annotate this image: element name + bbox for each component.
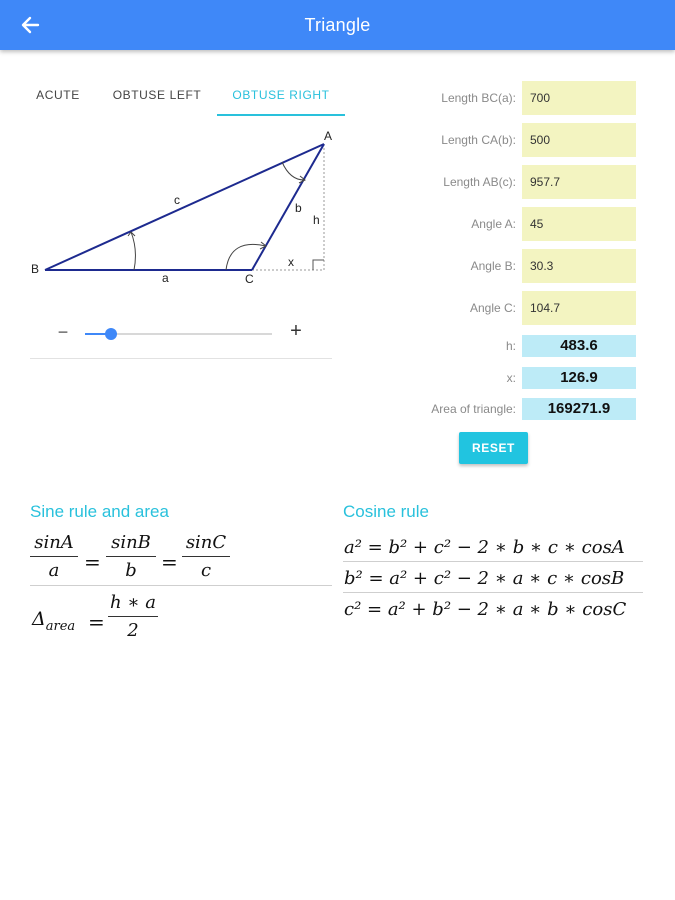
fraction-numerator: sinB: [111, 532, 151, 553]
area-delta: [32, 608, 75, 634]
delta-symbol: Δ: [32, 608, 46, 630]
divider: [343, 561, 643, 562]
slider-increase-button[interactable]: +: [290, 320, 302, 342]
triangle-diagram: [28, 128, 338, 288]
fraction-area: [108, 592, 158, 641]
field-angle-a: [400, 207, 640, 241]
cosine-rule-b: b² = a² + c² − 2 ∗ a ∗ c ∗ cosB: [344, 568, 625, 589]
fraction-numerator: h ∗ a: [110, 592, 157, 613]
fraction-numerator: sinC: [185, 532, 227, 553]
field-angle-b: [400, 249, 640, 283]
fraction-sin-c: [182, 532, 230, 581]
output-area: [400, 398, 640, 420]
fraction-bar: [30, 556, 78, 557]
tab-obtuse-left[interactable]: OBTUSE LEFT: [112, 88, 202, 102]
side-a-label: a: [162, 271, 169, 285]
length-ca-input[interactable]: [522, 123, 636, 157]
divider: [30, 585, 332, 586]
field-label: Angle C:: [469, 301, 516, 315]
field-label: Angle A:: [471, 217, 516, 231]
app-bar: [0, 0, 675, 50]
sine-rule-title: Sine rule and area: [30, 502, 169, 521]
fraction-bar: [108, 616, 158, 617]
angle-a-arc: [282, 162, 304, 180]
active-tab-indicator: [217, 114, 345, 116]
area-subscript: area: [45, 618, 76, 634]
field-length-ca: [400, 123, 640, 157]
extension-value: 126.9: [522, 367, 636, 389]
field-label: Length AB(c):: [443, 175, 516, 189]
cosine-rule-c: c² = a² + b² − 2 ∗ a ∗ b ∗ cosC: [344, 599, 627, 620]
field-length-ab: [400, 165, 640, 199]
cosine-rule-a: a² = b² + c² − 2 ∗ b ∗ c ∗ cosA: [344, 537, 625, 558]
slider-decrease-button[interactable]: −: [57, 322, 69, 342]
fraction-bar: [182, 556, 230, 557]
vertex-c-label: C: [245, 272, 254, 286]
fraction-denominator: b: [125, 560, 137, 581]
output-label: Area of triangle:: [431, 402, 516, 416]
length-ab-input[interactable]: [522, 165, 636, 199]
height-value: 483.6: [522, 335, 636, 357]
divider: [343, 592, 643, 593]
vertex-a-label: A: [324, 129, 333, 143]
fraction-sin-a: [30, 532, 78, 581]
fraction-denominator: c: [200, 560, 212, 581]
output-extension: [400, 367, 640, 389]
reset-button[interactable]: RESET: [459, 432, 528, 464]
triangle-type-tabs: [30, 78, 335, 116]
cosine-rule-title: Cosine rule: [343, 502, 429, 521]
shape-slider: [55, 322, 305, 346]
page-title: Triangle: [304, 15, 371, 35]
angle-b-input[interactable]: [522, 249, 636, 283]
slider-track[interactable]: [85, 333, 272, 335]
vertex-b-label: B: [31, 262, 40, 276]
field-angle-c: [400, 291, 640, 325]
slider-thumb[interactable]: [105, 328, 117, 340]
angle-a-input[interactable]: [522, 207, 636, 241]
fraction-sin-b: [106, 532, 156, 581]
fraction-denominator: 2: [127, 620, 139, 641]
side-b-line: [252, 144, 324, 270]
output-height: [400, 335, 640, 357]
fraction-bar: [106, 556, 156, 557]
area-value: 169271.9: [522, 398, 636, 420]
equals-sign: =: [84, 550, 101, 574]
side-c-label: c: [174, 193, 180, 207]
output-label: x:: [506, 371, 516, 385]
extension-label: x: [288, 255, 294, 269]
fraction-denominator: a: [48, 560, 60, 581]
field-label: Angle B:: [470, 259, 516, 273]
fraction-numerator: sinA: [34, 532, 74, 553]
tab-obtuse-right[interactable]: OBTUSE RIGHT: [232, 88, 330, 102]
angle-c-input[interactable]: [522, 291, 636, 325]
divider: [30, 358, 332, 359]
angle-b-arc: [131, 232, 135, 270]
length-bc-input[interactable]: [522, 81, 636, 115]
field-label: Length CA(b):: [441, 133, 516, 147]
field-length-bc: [400, 81, 640, 115]
equals-sign: =: [161, 550, 178, 574]
output-label: h:: [505, 339, 516, 353]
tab-acute[interactable]: ACUTE: [36, 88, 80, 102]
right-angle-marker: [313, 260, 324, 270]
field-label: Length BC(a):: [441, 91, 516, 105]
equals-sign: =: [88, 610, 105, 634]
side-b-label: b: [295, 201, 302, 215]
height-label: h: [313, 213, 320, 227]
